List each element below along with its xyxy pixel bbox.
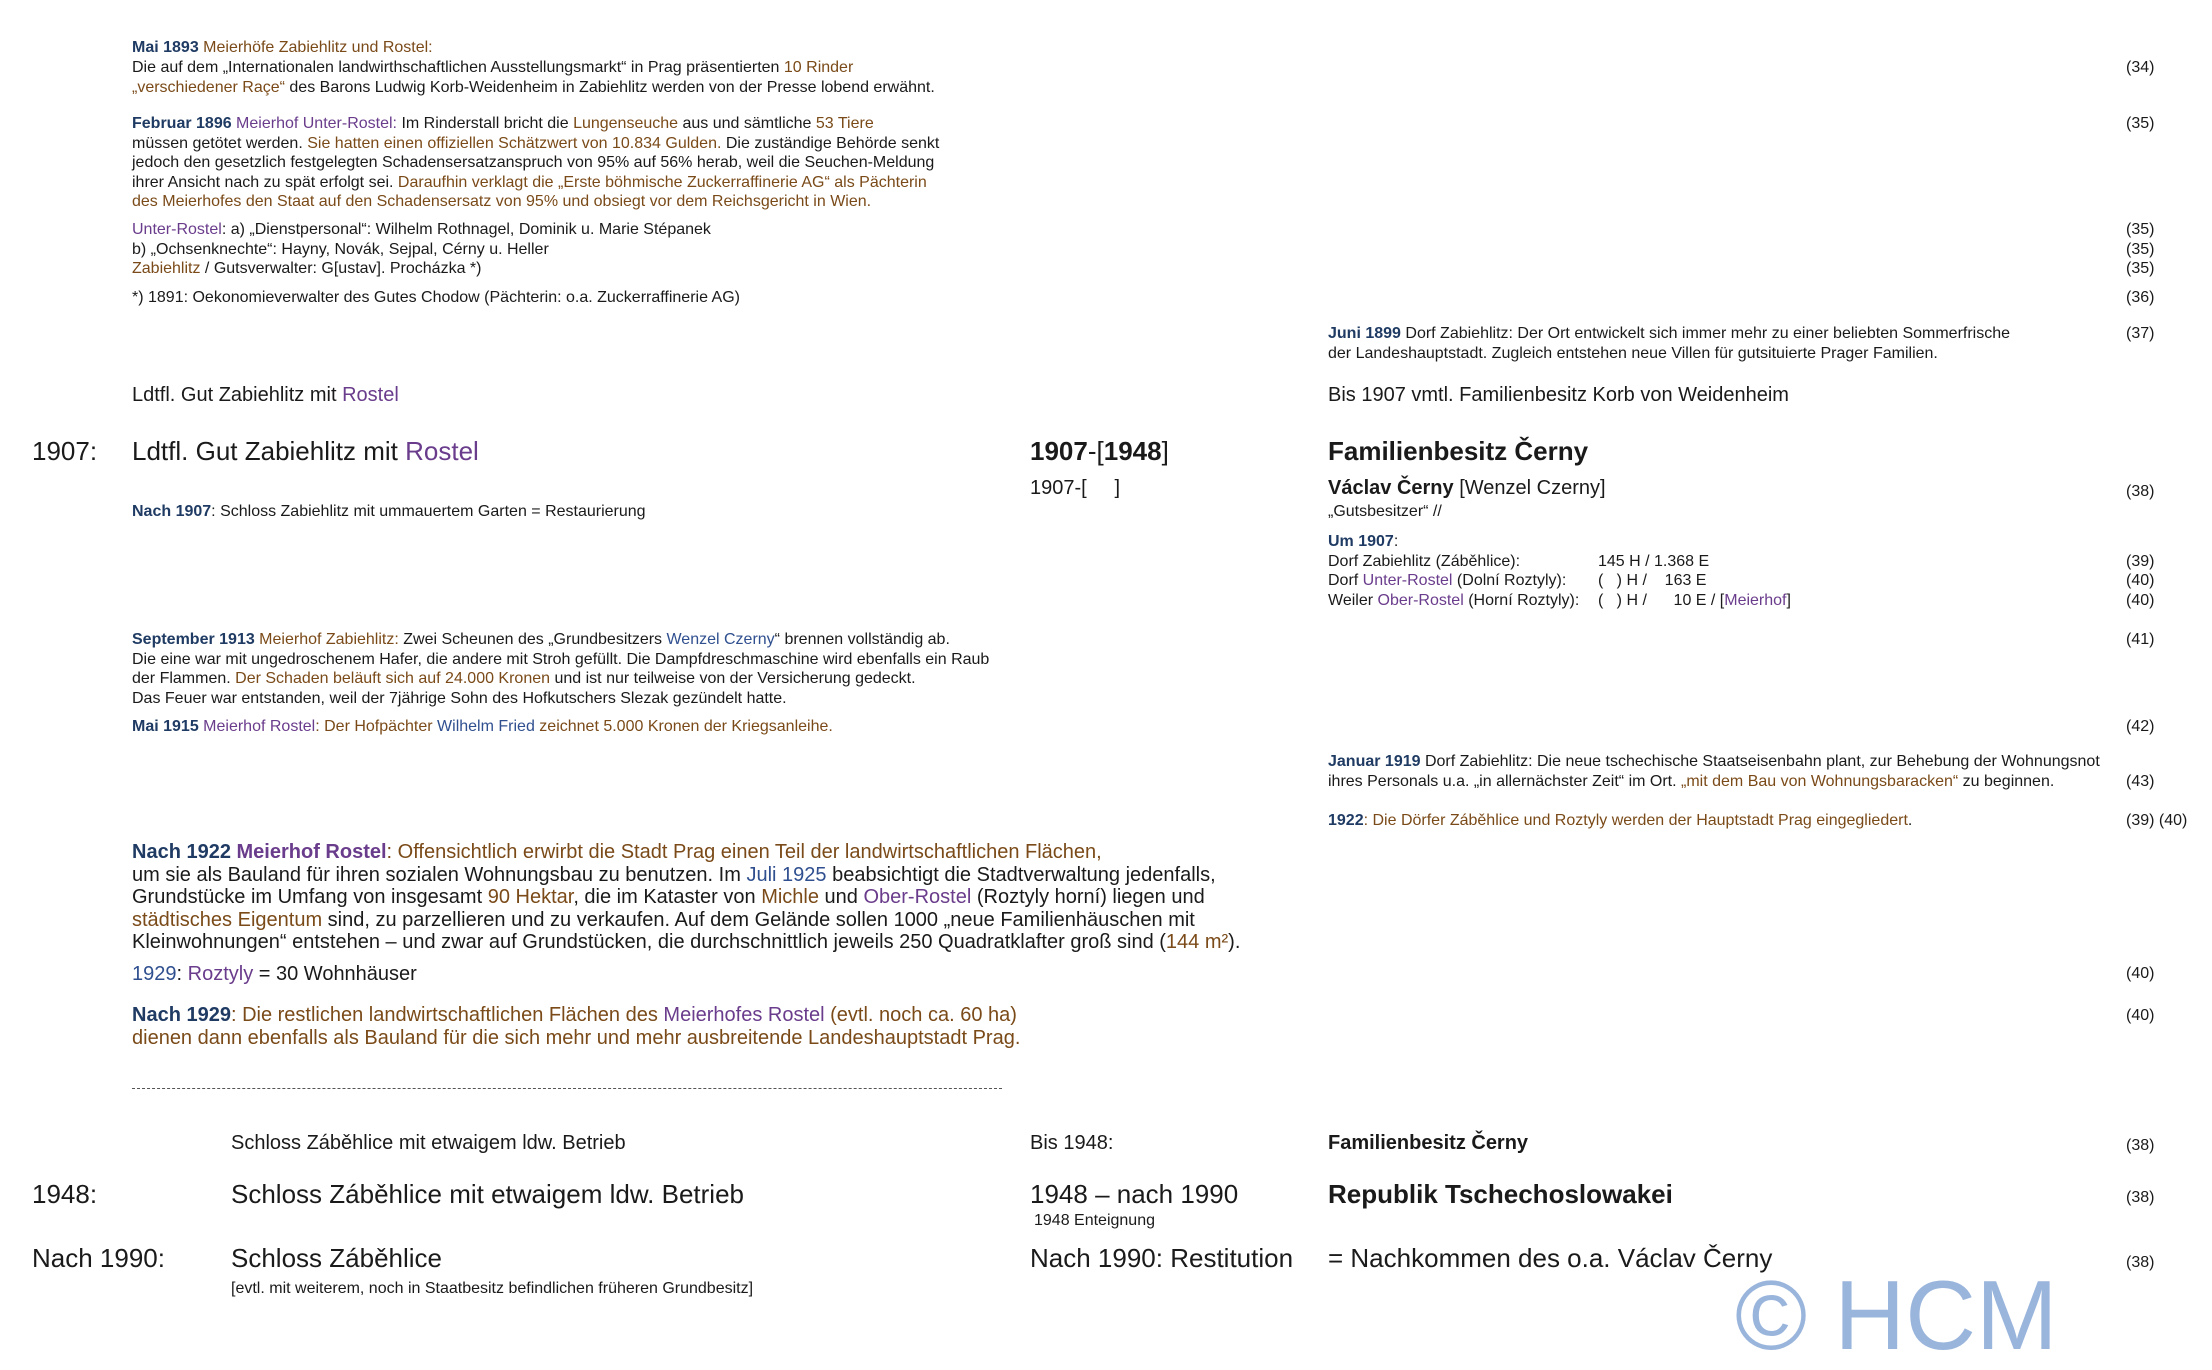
entry-place: Meierhof Rostel — [198, 718, 316, 735]
source-ref: (38) — [2126, 1137, 2155, 1154]
place-name: Rostel — [405, 436, 479, 466]
estate-label: Schloss Záběhlice — [231, 1243, 442, 1273]
text: (Dolní Roztyly): — [1452, 572, 1567, 589]
text: Dorf Zabiehlitz (Záběhlice): — [1328, 553, 1521, 570]
estate-label: Schloss Záběhlice mit etwaigem ldw. Betrieb — [231, 1132, 626, 1154]
village-stats: ( ) H / 163 E — [1598, 572, 1707, 589]
text: : Schloss Zabiehlitz mit ummauertem Garten = Restaurierung — [211, 503, 646, 520]
person-name: Wilhelm Fried — [437, 718, 535, 735]
text: und — [818, 886, 864, 908]
highlight: 10 Rinder — [783, 59, 854, 76]
text: Im Rinderstall bricht die — [397, 115, 574, 132]
sub-period: 1907-[ ] — [1030, 477, 1121, 499]
owner-person — [1328, 476, 1606, 500]
year-label: 1948: — [32, 1179, 98, 1209]
source-ref: (35) — [2126, 221, 2155, 238]
text: ] — [1161, 436, 1169, 466]
place-name: Ober-Rostel — [863, 886, 972, 908]
entry-1896-line: jedoch den gesetzlich festgelegten Schadensersatzanspruch von 95% auf 56% herab, weil die Seuchen-Meldung — [132, 154, 935, 171]
highlight: Der Schaden beläuft sich auf 24.000 Kronen — [235, 670, 551, 687]
text: -[ — [1087, 436, 1104, 466]
entry-date: Mai 1893 — [132, 39, 199, 56]
entry-1899-line — [1328, 324, 2010, 344]
person-name: Wenzel Czerny — [666, 631, 775, 648]
entry-place: Meierhöfe Zabiehlitz und Rostel: — [198, 39, 433, 56]
text: (Horní Roztyly): — [1463, 592, 1580, 609]
estate-note: [evtl. mit weiterem, noch in Staatbesitz befindlichen früheren Grundbesitz] — [231, 1280, 754, 1297]
place-name: Roztyly — [187, 963, 254, 985]
text: Dorf Zabiehlitz: Der Ort entwickelt sich immer mehr zu einer beliebten Sommerfrische — [1400, 325, 2011, 342]
place-name: Meierhofes Rostel — [663, 1004, 825, 1026]
highlight: Daraufhin verklagt die „Erste böhmische Zuckerraffinerie AG“ als Pächterin — [397, 174, 927, 191]
entry-1893-heading — [132, 38, 433, 58]
entry-date: September 1913 — [132, 631, 255, 648]
year-label: Nach 1990: — [32, 1243, 165, 1273]
entry-1919-line — [1328, 772, 2054, 792]
entry-date: Juni 1899 — [1328, 325, 1401, 342]
text: . — [1907, 812, 1913, 829]
village-row — [1328, 552, 1520, 572]
entry-date: Januar 1919 — [1328, 753, 1421, 770]
highlight: 53 Tiere — [815, 115, 874, 132]
entry-date: 1929 — [132, 963, 177, 985]
place-name: Unter-Rostel — [132, 221, 222, 238]
text: Grundstücke im Umfang von insgesamt — [132, 886, 488, 908]
source-ref: (40) — [2126, 572, 2155, 589]
entry-1899-line: der Landeshauptstadt. Zugleich entstehen neue Villen für gutsituierte Prager Familien. — [1328, 345, 1938, 362]
entry-nach-1922-line — [132, 863, 1216, 887]
entry-nach-1929-line — [132, 1003, 1017, 1027]
entry-1929-line — [132, 962, 417, 986]
owner-label: = Nachkommen des o.a. Václav Černy — [1328, 1243, 1773, 1273]
text: 1948 — [1103, 436, 1162, 466]
text: : Offensichtlich erwirbt die Stadt Prag einen Teil der landwirtschaftlichen Flächen, — [386, 841, 1102, 863]
source-ref: (38) — [2126, 1189, 2155, 1206]
period-label — [1030, 436, 1169, 467]
entry-nach-1922-line — [132, 840, 1102, 864]
entry-1893-line — [132, 58, 853, 78]
text: 1907 — [1030, 436, 1088, 466]
entry-1896-line: des Meierhofes den Staat auf den Schadensersatz von 95% und obsiegt vor dem Reichsgericht in Wien. — [132, 193, 872, 210]
entry-date: 1922 — [1328, 812, 1364, 829]
person-name: Václav Černy — [1328, 477, 1454, 499]
text: : Die restlichen landwirtschaftlichen Flächen des — [230, 1004, 664, 1026]
period-label: Bis 1948: — [1030, 1132, 1114, 1154]
divider — [132, 1088, 1002, 1089]
source-ref: (40) — [2126, 965, 2155, 982]
highlight: Sie hatten einen offiziellen Schätzwert von 10.834 Gulden. — [307, 135, 722, 152]
um-1907-heading — [1328, 532, 1398, 552]
entry-1896-line — [132, 114, 874, 134]
staff-line: b) „Ochsenknechte“: Hayny, Novák, Sejpal, Cérny u. Heller — [132, 241, 549, 258]
copyright-watermark: © HCM — [1735, 1260, 2058, 1370]
period-label: 1948 – nach 1990 — [1030, 1179, 1239, 1209]
sub-period: 1948 Enteignung — [1034, 1212, 1155, 1229]
owner-label: Republik Tschechoslowakei — [1328, 1179, 1673, 1209]
place-name: Unter-Rostel — [1362, 572, 1453, 589]
text: (evtl. noch ca. 60 ha) — [824, 1004, 1017, 1026]
text: / Gutsverwalter: G[ustav]. Procházka *) — [200, 260, 482, 277]
owner-label: Familienbesitz Černy — [1328, 436, 1589, 466]
text: (Roztyly horní) liegen und — [971, 886, 1205, 908]
village-row — [1328, 591, 1579, 611]
entry-1893-line — [132, 78, 935, 98]
village-stats — [1598, 591, 1791, 611]
source-ref: (35) — [2126, 260, 2155, 277]
entry-nach-1907 — [132, 502, 646, 522]
entry-place: Meierhof Zabiehlitz: — [254, 631, 399, 648]
highlight: 144 m² — [1165, 931, 1229, 953]
text: zu beginnen. — [1958, 773, 2055, 790]
entry-1915-line — [132, 717, 833, 737]
highlight: 90 Hektar — [487, 886, 574, 908]
village-row — [1328, 571, 1566, 591]
source-ref: (38) — [2126, 1254, 2155, 1271]
entry-date: Nach 1922 — [132, 841, 231, 863]
entry-1913-line: Das Feuer war entstanden, weil der 7jährige Sohn des Hofkutschers Slezak gezündelt hatte. — [132, 690, 787, 707]
text: ] — [1786, 592, 1791, 609]
place-name: Meierhof — [1724, 592, 1787, 609]
staff-line — [132, 259, 481, 279]
entry-date: Februar 1896 — [132, 115, 232, 132]
text: : — [176, 963, 188, 985]
text: Dorf — [1328, 572, 1363, 589]
text: Zwei Scheunen des „Grundbesitzers — [398, 631, 667, 648]
highlight: Lungenseuche — [573, 115, 679, 132]
text: ). — [1228, 931, 1241, 953]
text: Ldtfl. Gut Zabiehlitz mit — [132, 436, 406, 466]
text: Die zuständige Behörde senkt — [721, 135, 940, 152]
entry-date: Um 1907 — [1328, 533, 1394, 550]
text: und ist nur teilweise von der Versicherung gedeckt. — [550, 670, 916, 687]
entry-nach-1922-line — [132, 885, 1205, 909]
source-ref: (42) — [2126, 718, 2155, 735]
source-ref: (38) — [2126, 483, 2155, 500]
text: “ brennen vollständig ab. — [774, 631, 950, 648]
text: des Barons Ludwig Korb-Weidenheim in Zabiehlitz werden von der Presse lobend erwähnt. — [284, 79, 935, 96]
staff-line — [132, 220, 711, 240]
text: der Flammen. — [132, 670, 236, 687]
entry-date: Mai 1915 — [132, 718, 199, 735]
entry-nach-1922-line — [132, 908, 1195, 932]
highlight: „mit dem Bau von Wohnungsbaracken“ — [1681, 773, 1959, 790]
text: müssen getötet werden. — [132, 135, 308, 152]
place-name: Ober-Rostel — [1377, 592, 1464, 609]
source-ref: (37) — [2126, 325, 2155, 342]
highlight: Juli 1925 — [746, 864, 827, 886]
text: = 30 Wohnhäuser — [253, 963, 417, 985]
estate-label: Schloss Záběhlice mit etwaigem ldw. Betrieb — [231, 1179, 745, 1209]
entry-1913-line: Die eine war mit ungedroschenem Hafer, die andere mit Stroh gefüllt. Die Dampfdreschmaschine wird ebenfalls ein Raub — [132, 651, 990, 668]
text: Weiler — [1328, 592, 1378, 609]
source-ref: (39) — [2126, 553, 2155, 570]
role-label: „Gutsbesitzer“ // — [1328, 503, 1442, 520]
source-ref: (35) — [2126, 115, 2155, 132]
text: sind, zu parzellieren und zu verkaufen. Auf dem Gelände sollen 1000 „neue Familienhäuschen mit — [322, 909, 1195, 931]
place-name: Zabiehlitz — [132, 260, 201, 277]
text: : Die Dörfer Záběhlice und Roztyly werden der Hauptstadt Prag eingegliedert — [1363, 812, 1908, 829]
text: ( ) H / 10 E / [ — [1598, 592, 1725, 609]
source-ref: (40) — [2126, 592, 2155, 609]
source-ref: (36) — [2126, 289, 2155, 306]
source-ref: (41) — [2126, 631, 2155, 648]
place-name: Rostel — [342, 384, 399, 406]
entry-nach-1922-line — [132, 930, 1240, 954]
village-stats: 145 H / 1.368 E — [1598, 553, 1710, 570]
estate-label — [132, 383, 399, 407]
entry-1896-line — [132, 134, 939, 154]
source-ref: (35) — [2126, 241, 2155, 258]
text: : Der Hofpächter — [315, 718, 438, 735]
text: beabsichtigt die Stadtverwaltung jedenfalls, — [826, 864, 1216, 886]
text: : a) „Dienstpersonal“: Wilhelm Rothnagel, Dominik u. Marie Stépanek — [221, 221, 711, 238]
owner-label: Familienbesitz Černy — [1328, 1132, 1529, 1154]
text: ihres Personals u.a. „in allernächster Zeit“ im Ort. — [1328, 773, 1682, 790]
entry-1913-line — [132, 630, 950, 650]
footnote: *) 1891: Oekonomieverwalter des Gutes Chodow (Pächterin: o.a. Zuckerraffinerie AG) — [132, 289, 740, 306]
entry-date: Nach 1929 — [132, 1004, 231, 1026]
entry-place: Meierhof Rostel — [230, 841, 387, 863]
entry-place: Meierhof Unter-Rostel: — [231, 115, 397, 132]
text: ihrer Ansicht nach zu spät erfolgt sei. — [132, 174, 398, 191]
text: : — [1393, 533, 1399, 550]
text: aus und sämtliche — [678, 115, 816, 132]
entry-1913-line — [132, 669, 916, 689]
source-ref: (40) — [2126, 1007, 2155, 1024]
highlight: „verschiedener Raçe“ — [132, 79, 285, 96]
year-label: 1907: — [32, 436, 98, 466]
highlight: städtisches Eigentum — [132, 909, 323, 931]
estate-label — [132, 436, 479, 467]
entry-date: Nach 1907 — [132, 503, 212, 520]
source-ref: (39) (40) — [2126, 812, 2188, 829]
text: Kleinwohnungen“ entstehen – und zwar auf Grundstücken, die durchschnittlich jeweils 250 Quadratklafter groß sind ( — [132, 931, 1166, 953]
entry-1896-line — [132, 173, 927, 193]
text: , die im Kataster von — [573, 886, 762, 908]
source-ref: (43) — [2126, 773, 2155, 790]
text: Dorf Zabiehlitz: Die neue tschechische Staatseisenbahn plant, zur Behebung der Wohnungsnot — [1420, 753, 2100, 770]
text: Ldtfl. Gut Zabiehlitz mit — [132, 384, 343, 406]
period-label: Nach 1990: Restitution — [1030, 1243, 1294, 1273]
entry-1922-line — [1328, 811, 1912, 831]
place-name: Michle — [761, 886, 819, 908]
text: um sie als Bauland für ihren sozialen Wohnungsbau zu benutzen. Im — [132, 864, 747, 886]
text: [Wenzel Czerny] — [1453, 477, 1606, 499]
entry-nach-1929-line: dienen dann ebenfalls als Bauland für die sich mehr und mehr ausbreitende Landeshauptstadt Prag. — [132, 1027, 1021, 1049]
entry-1919-line — [1328, 752, 2100, 772]
owner-label: Bis 1907 vmtl. Familienbesitz Korb von Weidenheim — [1328, 384, 1789, 406]
text: zeichnet 5.000 Kronen der Kriegsanleihe. — [534, 718, 833, 735]
source-ref: (34) — [2126, 59, 2155, 76]
text: Die auf dem „Internationalen landwirthschaftlichen Ausstellungsmarkt“ in Prag präsentierten — [132, 59, 784, 76]
